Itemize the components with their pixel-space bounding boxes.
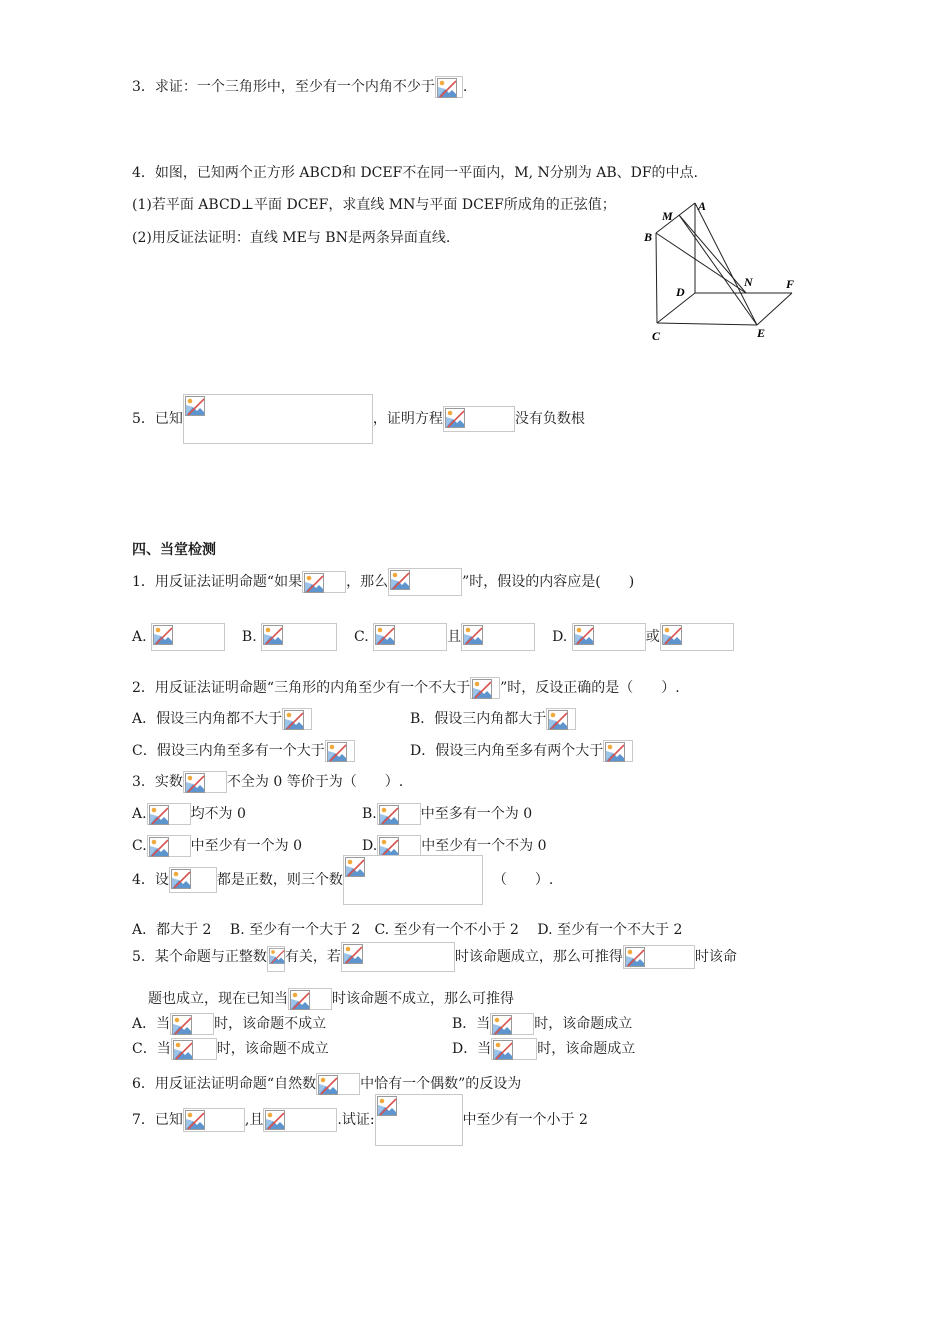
broken-image-icon (660, 623, 734, 651)
broken-image-icon (343, 855, 483, 905)
broken-image-icon (282, 708, 312, 730)
broken-image-icon (147, 803, 191, 825)
broken-image-icon (261, 623, 337, 651)
broken-image-icon (377, 835, 421, 857)
broken-image-icon (435, 76, 463, 98)
test-1: 1．用反证法证明命题“如果 ，那么 ”时，假设的内容应是( ) (132, 567, 634, 597)
broken-image-icon (461, 623, 535, 651)
label-b: B (644, 230, 653, 244)
test-5-continued: 题也成立，现在已知当 时该命题不成立，那么可推得 (148, 988, 514, 1010)
broken-image-icon (183, 394, 373, 444)
label-f: F (786, 277, 795, 291)
broken-image-icon (341, 942, 455, 972)
question-3: 3．求证：一个三角形中，至少有一个内角不少于 . (132, 76, 467, 98)
broken-image-icon (316, 1073, 360, 1095)
test-5-option-b: B．当 时，该命题成立 (452, 1013, 632, 1035)
test-3-option-b: B. 中至多有一个为 0 (362, 803, 532, 825)
broken-image-icon (491, 1038, 537, 1060)
test-2-option-c: C．假设三内角至多有一个大于 (132, 740, 355, 762)
section-title: 四、当堂检测 (132, 542, 216, 558)
test-5-option-c: C．当 时，该命题不成立 (132, 1038, 329, 1060)
test-2-option-a: A．假设三内角都不大于 (132, 708, 312, 730)
test-6: 6．用反证法证明命题“自然数 中恰有一个偶数”的反设为 (132, 1073, 521, 1095)
broken-image-icon (183, 1108, 245, 1132)
question-5: 5．已知 ，证明方程 没有负数根 (132, 394, 585, 444)
question-4-intro: 4．如图，已知两个正方形 ABCD和 DCEF不在同一平面内，M, N分别为 AB、DF的中点. (132, 165, 698, 181)
test-5: 5．某个命题与正整数 有关，若 时该命题成立，那么可推得 时该命 (132, 942, 737, 972)
label-n: N (744, 275, 753, 289)
broken-image-icon (377, 803, 421, 825)
label-d: D (676, 285, 685, 299)
broken-image-icon (572, 623, 646, 651)
test-1-options: A. B. C. 且 D. 或 (132, 622, 734, 652)
broken-image-icon (263, 1108, 337, 1132)
question-4-part-2: (2)用反证法证明：直线 ME与 BN是两条异面直线. (132, 230, 451, 246)
test-4-options: A．都大于 2 B. 至少有一个大于 2 C. 至少有一个不小于 2 D. 至少有一个不大于 2 (132, 922, 683, 938)
label-a: A (698, 199, 707, 213)
broken-image-icon (288, 988, 332, 1010)
broken-image-icon (546, 708, 576, 730)
test-5-option-d: D．当 时，该命题成立 (452, 1038, 635, 1060)
broken-image-icon (147, 835, 191, 857)
test-2-option-d: D．假设三内角至多有两个大于 (410, 740, 633, 762)
broken-image-icon (151, 623, 225, 651)
broken-image-icon (183, 771, 227, 793)
broken-image-icon (623, 945, 695, 969)
label-c: C (652, 329, 661, 343)
test-7: 7．已知 ,且 .试证: 中至少有一个小于 2 (132, 1094, 588, 1146)
broken-image-icon (169, 867, 217, 893)
test-2-option-b: B．假设三内角都大于 (410, 708, 576, 730)
test-3-option-d: D. 中至少有一个不为 0 (362, 835, 547, 857)
broken-image-icon (603, 740, 633, 762)
label-m: M (662, 209, 673, 223)
broken-image-icon (170, 1013, 214, 1035)
test-2: 2．用反证法证明命题“三角形的内角至少有一个不大于 ”时，反设正确的是（ ）. (132, 677, 680, 699)
geometry-figure (640, 193, 810, 348)
broken-image-icon (171, 1038, 217, 1060)
question-4-part-1: (1)若平面 ABCD⊥平面 DCEF，求直线 MN与平面 DCEF所成角的正弦值； (132, 197, 616, 213)
broken-image-icon (470, 677, 500, 699)
label-e: E (757, 326, 766, 340)
test-3-option-a: A. 均不为 0 (132, 803, 246, 825)
broken-image-icon (373, 623, 447, 651)
broken-image-icon (375, 1094, 463, 1146)
test-5-option-a: A．当 时，该命题不成立 (132, 1013, 326, 1035)
broken-image-icon (267, 946, 285, 972)
broken-image-icon (302, 571, 346, 593)
test-3-option-c: C. 中至少有一个为 0 (132, 835, 302, 857)
broken-image-icon (443, 406, 515, 432)
test-4: 4．设 都是正数，则三个数 （ ）. (132, 855, 553, 905)
test-3: 3．实数 不全为 0 等价于为（ ）. (132, 771, 403, 793)
broken-image-icon (490, 1013, 534, 1035)
broken-image-icon (388, 568, 462, 596)
broken-image-icon (325, 740, 355, 762)
